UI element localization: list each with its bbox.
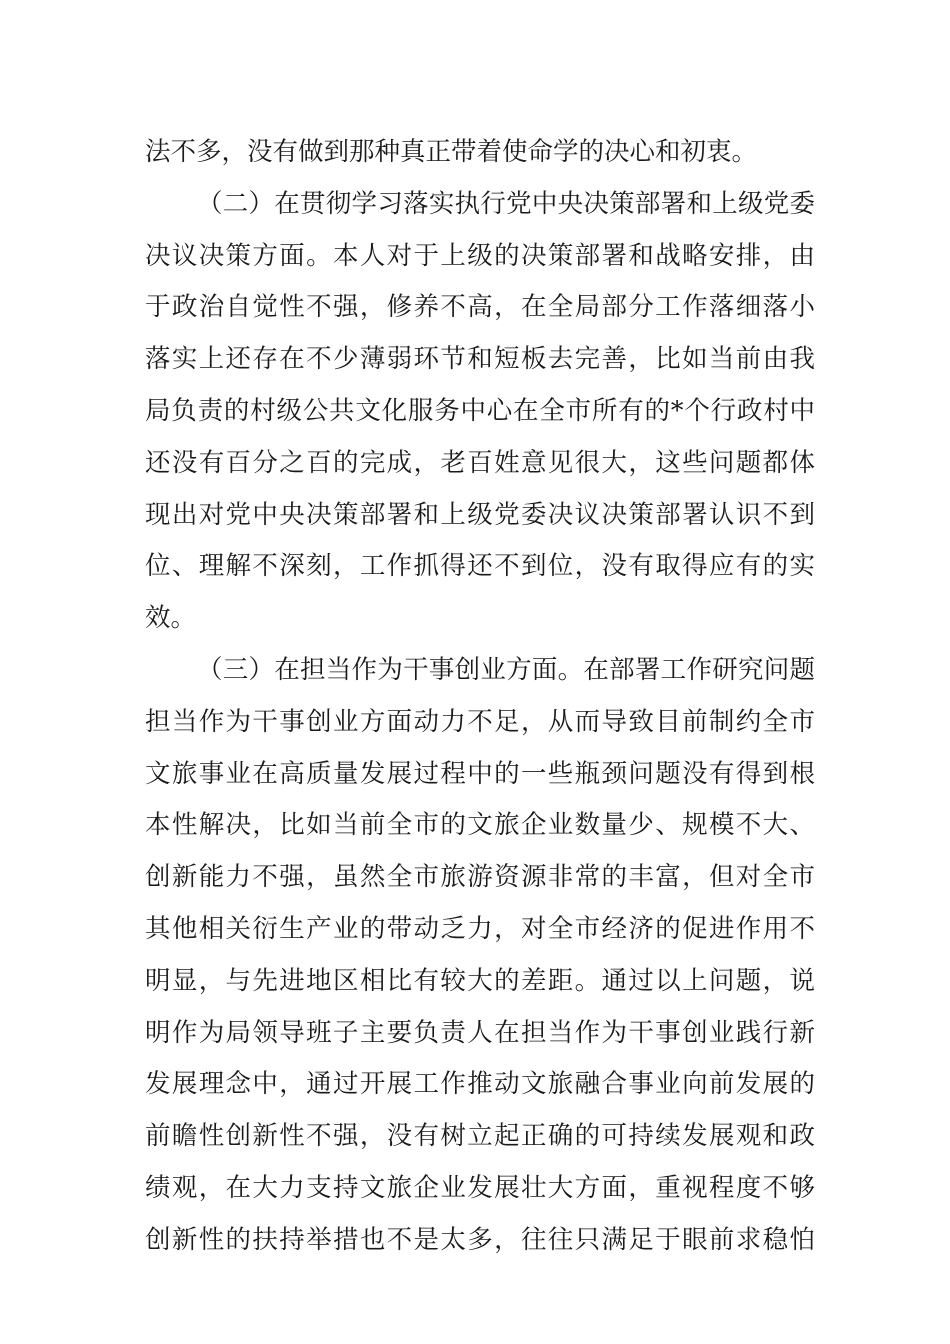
- text-line: 局负责的村级公共文化服务中心在全市所有的*个行政村中: [145, 395, 815, 426]
- text-line: 决议决策方面。本人对于上级的决策部署和战略安排，由: [145, 240, 815, 271]
- text-line: 效。: [145, 603, 197, 634]
- text-line: 本性解决，比如当前全市的文旅企业数量少、规模不大、: [145, 810, 815, 841]
- text-line: 发展理念中，通过开展工作推动文旅融合事业向前发展的: [145, 1069, 815, 1100]
- text-line: 落实上还存在不少薄弱环节和短板去完善，比如当前由我: [145, 344, 815, 375]
- document-body: [145, 127, 815, 1267]
- text-line: 于政治自觉性不强，修养不高，在全局部分工作落细落小: [145, 292, 815, 323]
- text-line: 前瞻性创新性不强，没有树立起正确的可持续发展观和政: [145, 1121, 815, 1152]
- text-line: 担当作为干事创业方面动力不足，从而导致目前制约全市: [145, 706, 815, 737]
- text-line: 绩观，在大力支持文旅企业发展壮大方面，重视程度不够: [145, 1172, 815, 1203]
- text-line: 位、理解不深刻，工作抓得还不到位，没有取得应有的实: [145, 551, 815, 582]
- text-line: 明作为局领导班子主要负责人在担当作为干事创业践行新: [145, 1017, 815, 1048]
- text-line: 法不多，没有做到那种真正带着使命学的决心和初衷。: [145, 137, 758, 167]
- text-line: 现出对党中央决策部署和上级党委决议决策部署认识不到: [145, 499, 815, 530]
- text-line: 其他相关衍生产业的带动乏力，对全市经济的促进作用不: [145, 913, 815, 944]
- text-line: 明显，与先进地区相比有较大的差距。通过以上问题，说: [145, 965, 815, 996]
- text-line: 创新能力不强，虽然全市旅游资源非常的丰富，但对全市: [145, 862, 815, 893]
- text-line: 创新性的扶持举措也不是太多，往往只满足于眼前求稳怕: [145, 1224, 815, 1255]
- text-line: 还没有百分之百的完成，老百姓意见很大，这些问题都体: [145, 447, 815, 478]
- paragraph-heading-line: （三）在担当作为干事创业方面。在部署工作研究问题: [197, 654, 815, 685]
- text-line: 文旅事业在高质量发展过程中的一些瓶颈问题没有得到根: [145, 758, 815, 789]
- paragraph-heading-line: （二）在贯彻学习落实执行党中央决策部署和上级党委: [197, 188, 815, 219]
